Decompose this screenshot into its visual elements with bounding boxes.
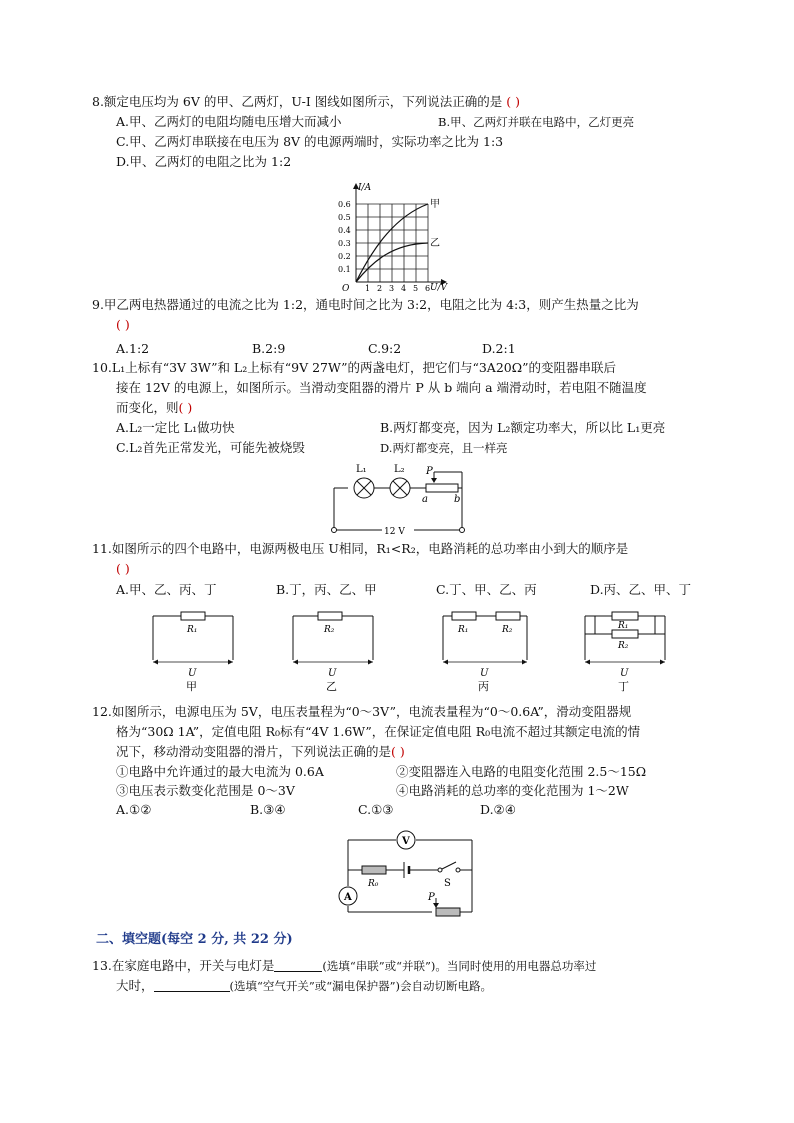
svg-text:0.3: 0.3 — [338, 239, 351, 248]
q12-statement-1: ①电路中允许通过的最大电流为 0.6A — [116, 764, 324, 779]
q10-stem-line3: 而变化，则( ) — [116, 400, 193, 415]
q12-stem-line1: 12.如图所示，电源电压为 5V，电压表量程为“0～3V”，电流表量程为“0～0.6A”，滑动变阻器规 — [92, 704, 632, 719]
rheostat — [426, 484, 458, 492]
answer-blank-1[interactable] — [274, 959, 322, 972]
svg-text:R₁: R₁ — [187, 625, 198, 635]
q12-option-b: B.③④ — [250, 802, 286, 817]
svg-text:R₀: R₀ — [368, 879, 379, 889]
svg-text:b: b — [454, 494, 461, 505]
svg-text:0.4: 0.4 — [338, 226, 351, 235]
svg-text:1: 1 — [365, 284, 371, 292]
svg-text:L₁: L₁ — [356, 464, 367, 475]
svg-text:U: U — [188, 668, 197, 679]
graph-origin: O — [342, 284, 350, 292]
caption-jia: 甲 — [186, 680, 197, 693]
q12-option-a: A.①② — [116, 802, 152, 817]
svg-text:5: 5 — [413, 284, 419, 292]
q9-stem: 9.甲乙两电热器通过的电流之比为 1:2，通电时间之比为 3:2，电阻之比为 4:3，则产生热量之比为 — [92, 297, 639, 312]
graph-yticks — [338, 200, 351, 274]
svg-text:L₂: L₂ — [394, 464, 405, 475]
q11-option-c: C.丁、甲、乙、丙 — [436, 582, 537, 597]
slider-arrow — [431, 478, 437, 483]
q11-option-b: B.丁，丙、乙、甲 — [276, 582, 377, 597]
q12-stem-line2: 格为“30Ω 1A”，定值电阻 R₀标有“4V 1.6W”，在保证定值电阻 R₀电流不超过其额定电流的情 — [116, 724, 641, 739]
answer-paren: ( ) — [506, 94, 521, 109]
q9-option-d: D.2:1 — [482, 341, 516, 356]
svg-text:0.1: 0.1 — [338, 265, 351, 274]
answer-paren: ( ) — [178, 400, 193, 415]
q10-stem-line2: 接在 12V 的电源上，如图所示。当滑动变阻器的滑片 P 从 b 端向 a 端滑动时，若电阻不随温度 — [116, 380, 647, 395]
svg-text:0.6: 0.6 — [338, 200, 351, 209]
q12-statement-4: ④电路消耗的总功率的变化范围为 1～2W — [396, 783, 629, 798]
q11-circuit-bing — [438, 604, 532, 696]
q13-line2: 大时， (选填“空气开关”或“漏电保护器”)会自动切断电路。 — [116, 978, 493, 993]
svg-text:4: 4 — [401, 284, 407, 292]
q10-option-d: D.两灯都变亮，且一样亮 — [380, 441, 508, 455]
q10-stem-line1: 10.L₁上标有“3V 3W”和 L₂上标有“9V 27W”的两盏电灯，把它们与“3A20Ω”的变阻器串联后 — [92, 360, 616, 375]
svg-text:R₁: R₁ — [458, 625, 469, 635]
q11-option-a: A.甲、乙、丙、丁 — [116, 582, 217, 597]
rheostat — [436, 908, 460, 916]
q10-circuit — [326, 458, 476, 538]
q9-option-c: C.9:2 — [368, 341, 402, 356]
svg-text:0.2: 0.2 — [338, 252, 351, 261]
q11-circuit-jia — [148, 604, 238, 696]
q8-option-a: A.甲、乙两灯的电阻均随电压增大而减小 — [116, 114, 342, 129]
q9-option-a: A.1:2 — [116, 341, 150, 356]
resistor-r0 — [362, 866, 386, 874]
svg-text:6: 6 — [425, 284, 431, 292]
q10-option-b: B.两灯都变亮，因为 L₂额定功率大，所以比 L₁更亮 — [380, 420, 666, 435]
svg-text:P: P — [426, 466, 433, 477]
q8-option-c: C.甲、乙两灯串联接在电压为 8V 的电源两端时，实际功率之比为 1:3 — [116, 134, 504, 149]
slider-arrow — [433, 903, 439, 908]
svg-text:P: P — [428, 892, 435, 903]
voltage-label: 12 V — [384, 527, 405, 537]
label-yi: 乙 — [430, 238, 440, 249]
q11-option-d: D.丙、乙、甲、丁 — [590, 582, 692, 597]
caption-bing: 丙 — [478, 680, 489, 693]
q9-option-b: B.2:9 — [252, 341, 286, 356]
q9-paren: ( ) — [116, 317, 130, 332]
graph-xlabel: U/V — [430, 283, 448, 292]
svg-text:0.5: 0.5 — [338, 213, 351, 222]
q12-option-c: C.①③ — [358, 802, 394, 817]
graph-ylabel: I/A — [358, 183, 372, 193]
svg-text:R₂: R₂ — [618, 641, 629, 651]
caption-yi: 乙 — [326, 680, 337, 693]
q10-option-c: C.L₂首先正常发光，可能先被烧毁 — [116, 440, 305, 455]
svg-text:U: U — [480, 668, 489, 679]
svg-text:A: A — [344, 892, 352, 903]
q8-stem: 8.额定电压均为 6V 的甲、乙两灯，U-I 图线如图所示，下列说法正确的是 ( ) — [92, 94, 521, 109]
answer-paren: ( ) — [391, 744, 405, 759]
svg-text:R₂: R₂ — [502, 625, 513, 635]
caption-ding: 丁 — [618, 680, 629, 693]
svg-text:3: 3 — [389, 284, 395, 292]
svg-text:a: a — [422, 494, 428, 505]
q11-paren: ( ) — [116, 561, 130, 576]
q13-line1: 13.在家庭电路中，开关与电灯是 (选填“串联”或“并联”)。当同时使用的用电器总功率过 — [92, 958, 597, 973]
label-jia: 甲 — [430, 199, 440, 210]
q12-option-d: D.②④ — [480, 802, 516, 817]
q10-option-a: A.L₂一定比 L₁做功快 — [116, 420, 235, 435]
q12-stem-line3: 况下，移动滑动变阻器的滑片，下列说法正确的是( ) — [116, 744, 405, 759]
svg-text:V: V — [402, 836, 410, 847]
q8-option-d: D.甲、乙两灯的电阻之比为 1:2 — [116, 154, 292, 169]
q8-ui-graph — [334, 176, 454, 292]
svg-text:R₂: R₂ — [324, 625, 335, 635]
svg-text:R₁: R₁ — [618, 621, 629, 631]
q11-circuit-yi — [288, 604, 378, 696]
q8-option-b: B.甲、乙两灯并联在电路中，乙灯更亮 — [438, 115, 635, 129]
q12-statement-2: ②变阻器连入电路的电阻变化范围 2.5～15Ω — [396, 764, 647, 779]
graph-xticks — [365, 284, 430, 292]
answer-blank-2[interactable] — [154, 979, 230, 992]
svg-text:U: U — [328, 668, 337, 679]
q12-statement-3: ③电压表示数变化范围是 0～3V — [116, 783, 295, 798]
q11-circuit-ding — [580, 604, 670, 696]
q12-circuit — [332, 826, 478, 922]
svg-text:2: 2 — [377, 284, 383, 292]
q11-stem: 11.如图所示的四个电路中，电源两极电压 U相同，R₁<R₂，电路消耗的总功率由小到大的顺序是 — [92, 541, 629, 556]
svg-text:S: S — [444, 878, 451, 889]
svg-text:U: U — [620, 668, 629, 679]
section-title: 二、填空题(每空 2 分, 共 22 分) — [96, 932, 293, 947]
